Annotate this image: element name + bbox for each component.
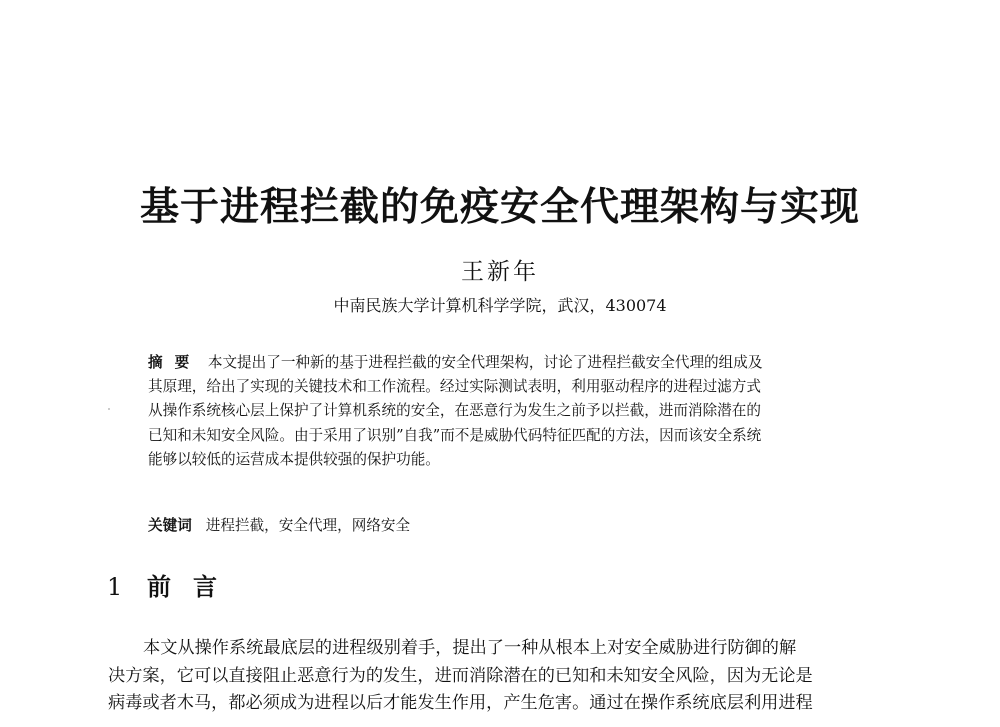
body-text bbox=[108, 635, 914, 718]
abstract-label: 摘要 bbox=[148, 354, 202, 371]
body-line: 病毒或者木马，都必须成为进程以后才能发生作用，产生危害。通过在操作系统底层利用进程 bbox=[108, 693, 813, 713]
scan-speck bbox=[108, 408, 110, 410]
keywords bbox=[148, 514, 890, 538]
body-line: 本文从操作系统最底层的进程级别着手，提出了一种从根本上对安全威胁进行防御的解 bbox=[143, 638, 797, 658]
section-number: 1 bbox=[107, 573, 123, 601]
abstract-text: 本文提出了一种新的基于进程拦截的安全代理架构，讨论了进程拦截安全代理的组成及 bbox=[207, 354, 763, 371]
keywords-text: 进程拦截，安全代理，网络安全 bbox=[205, 517, 411, 534]
author-affiliation: 中南民族大学计算机科学学院，武汉，430074 bbox=[333, 296, 667, 315]
abstract bbox=[148, 351, 890, 472]
author-name: 王新年 bbox=[461, 259, 539, 285]
section-heading bbox=[107, 570, 239, 604]
abstract-line: 其原理，给出了实现的关键技术和工作流程。经过实际测试表明，利用驱动程序的进程过滤方式 bbox=[148, 378, 761, 396]
abstract-line: 已知和未知安全风险。由于采用了识别”自我”而不是威胁代码特征匹配的方法，因而该安全系统 bbox=[148, 426, 762, 444]
keywords-label: 关键词 bbox=[148, 517, 192, 534]
body-line: 决方案，它可以直接阻止恶意行为的发生，进而消除潜在的已知和未知安全风险，因为无论是 bbox=[108, 665, 813, 686]
abstract-line: 能够以较低的运营成本提供较强的保护功能。 bbox=[148, 450, 440, 468]
abstract-line: 从操作系统核心层上保护了计算机系统的安全，在恶意行为发生之前予以拦截，进而消除潜在的 bbox=[148, 402, 761, 420]
paper-title: 基于进程拦截的免疫安全代理架构与实现 bbox=[139, 185, 860, 230]
abstract-line bbox=[148, 351, 890, 375]
section-title: 前言 bbox=[147, 573, 239, 601]
